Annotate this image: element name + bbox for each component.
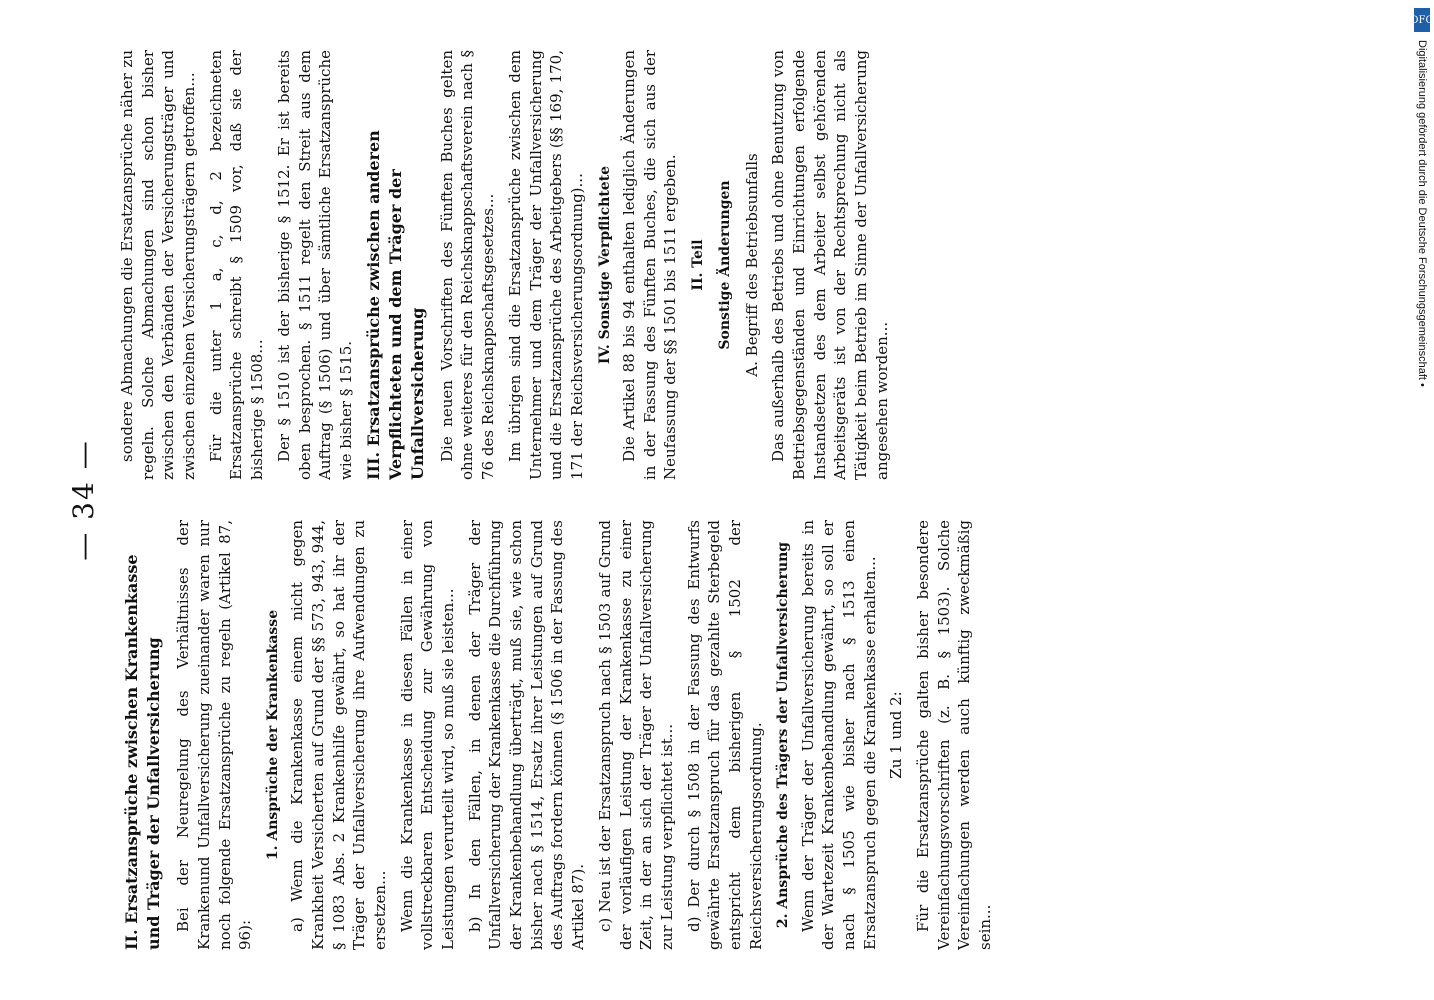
paragraph-2: Wenn der Träger der Unfallversicherung bereits in der Wartezeit Krankenbehandlung gewährt, so soll er nach § 1505 wie bisher nach § 1513 einen Ersatzanspruch gegen die Krankenkasse erhalten...: [798, 520, 879, 950]
subheading-a: A. Begriff des Betriebsunfalls: [742, 153, 761, 377]
paragraph-zu: Für die Ersatzansprüche galten bisher besondere Vereinfachungsvorschriften (z. B. § 1503). Solche Vereinfachungen werden auch künftig zweckmäßig sein...: [914, 520, 995, 950]
dfg-logo: DFG: [1414, 8, 1430, 32]
paragraph-fuer: Für die unter 1 a, c, d, 2 bezeichneten Ersatzansprüche schreibt § 1509 vor, daß sie der bisherige § 1508...: [206, 50, 267, 480]
paragraph-iii: Die neuen Vorschriften des Fünften Buches gelten ohne weiteres für den Reichsknappschaftsverein nach § 76 des Reichsknappschaftsgesetzes...: [437, 50, 498, 480]
paragraph-d: d) Der durch § 1508 in der Fassung des Entwurfs gewährte Ersatzanspruch für das gezahlte Sterbegeld entspricht dem bisherigen § 1502 der Reichsversicherungsordnung.: [684, 520, 765, 950]
section-heading-teil: II. Teil: [689, 239, 706, 291]
digitization-note-text: Digitalisierung gefördert durch die Deutsche Forschungsgemeinschaft •: [1416, 40, 1428, 387]
right-column: [117, 50, 1357, 480]
paragraph-der: Der § 1510 ist der bisherige § 1512. Er ist bereits oben besprochen. § 1511 regelt den Streit aus dem Auftrag (§ 1506) und über sämtliche Ersatzansprüche wie bisher § 1515.: [274, 50, 355, 480]
left-column: [117, 520, 1357, 950]
page-content: [67, 50, 1367, 950]
label-zu: Zu 1 und 2:: [887, 691, 906, 779]
page-number: — 34 —: [67, 439, 100, 561]
paragraph-a: a) Wenn die Krankenkasse einem nicht gegen Krankheit Versicherten auf Grund der §§ 573, 943, 944, § 1083 Abs. 2 Krankenhilfe gewährt, so hat ihr der Träger der Unfallversicherung ihre Aufwendungen zu ersetzen...: [288, 520, 389, 950]
section-heading-iii: III. Ersatzansprüche zwischen anderen Verpflichteten und dem Träger der Unfallversicherung: [363, 130, 427, 480]
section-heading-sonstige: Sonstige Änderungen: [717, 180, 734, 350]
paragraph-wenn: Wenn die Krankenkasse in diesen Fällen in einer vollstreckbaren Entscheidung zur Gewährung von Leistungen verurteilt wird, so muß sie leisten...: [397, 520, 458, 950]
paragraph-c: c) Neu ist der Ersatzanspruch nach § 1503 auf Grund der vorläufigen Leistung der Krankenkasse zu einer Zeit, in der an sich der Träger der Unfallversicherung zur Leistung verpflichtet ist...: [595, 520, 676, 950]
paragraph-intro: Bei der Neuregelung des Verhältnisses der Krankenund Unfallversicherung zueinander waren nur noch folgende Ersatzansprüche zu regeln (Artikel 87, 96):: [174, 520, 255, 950]
paragraph-im: Im übrigen sind die Ersatzansprüche zwischen dem Unternehmer und dem Träger der Unfallversicherung und die Ersatzansprüche des Arbeitgebers (§§ 169, 170, 171 der Reichsversicherungsordnung)...: [505, 50, 586, 480]
digitization-note: [1416, 40, 1430, 740]
document-page: [27, 0, 1407, 1000]
paragraph-b: b) In den Fällen, in denen der Träger der Unfallversicherung der Krankenkasse die Durchführung der Krankenbehandlung überträgt, muß sie, wie schon bisher nach § 1514, Ersatz ihrer Leistungen auf Grund des Auftrags fordern können (§ 1506 in der Fassung des Artikel 87).: [465, 520, 588, 950]
subheading-1: 1. Ansprüche der Krankenkasse: [264, 609, 281, 861]
subheading-2: 2. Ansprüche des Trägers der Unfallversicherung: [775, 541, 792, 929]
section-heading-iv: IV. Sonstige Verpflichtete: [596, 165, 613, 365]
paragraph-a-right: Das außerhalb des Betriebs und ohne Benutzung von Betriebsgegenständen und Einrichtungen erfolgende Instandsetzen des dem Arbeiter selbst gehörenden Arbeitsgeräts ist von der Rechtsprechung nicht als Tätigkeit beim Betrieb im Sinne der Unfallversicherung angesehen worden...: [769, 50, 891, 480]
section-heading-ii: II. Ersatzansprüche zwischen Krankenkasse und Träger der Unfallversicherung: [122, 554, 164, 950]
paragraph-iv: Die Artikel 88 bis 94 enthalten lediglich Änderungen in der Fassung des Fünften Buches, die sich aus der Neufassung der §§ 1501 bis 1511 ergeben.: [619, 50, 680, 480]
paragraph-top: sondere Abmachungen die Ersatzansprüche näher zu regeln. Solche Abmachungen sind schon bisher zwischen den Verbänden der Versicherungsträger und zwischen einzelnen Versicherungsträgern getroffen...: [118, 50, 199, 480]
